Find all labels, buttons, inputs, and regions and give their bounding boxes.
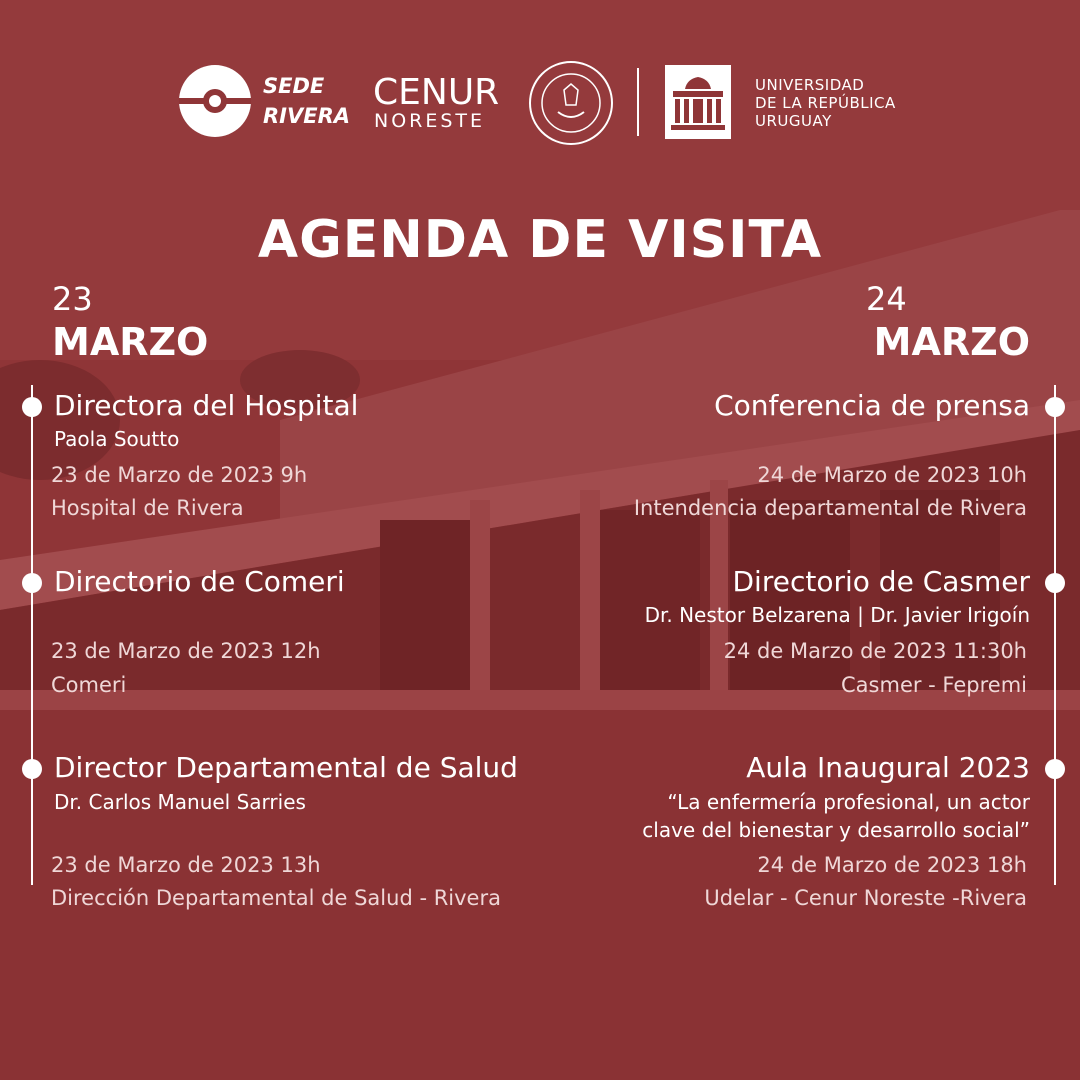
timeline-dot xyxy=(1045,397,1065,417)
event-subtitle: Paola Soutto xyxy=(54,427,180,451)
event-subtitle: Dr. Carlos Manuel Sarries xyxy=(54,790,306,814)
event-quote-line1: “La enfermería profesional, un actor xyxy=(667,790,1030,814)
day-right-number: 24 xyxy=(866,280,907,318)
event-datetime: 23 de Marzo de 2023 12h xyxy=(51,639,321,663)
event-datetime: 23 de Marzo de 2023 13h xyxy=(51,853,321,877)
day-right-month: MARZO xyxy=(873,320,1030,364)
event-title: Directorio de Casmer xyxy=(732,565,1030,598)
event-datetime: 23 de Marzo de 2023 9h xyxy=(51,463,308,487)
udelar-building-icon xyxy=(665,65,731,139)
event-place: Hospital de Rivera xyxy=(51,496,244,520)
event-title: Conferencia de prensa xyxy=(714,389,1030,422)
cenur-label: CENUR xyxy=(373,72,500,113)
event-datetime: 24 de Marzo de 2023 11:30h xyxy=(723,639,1027,663)
event-title: Director Departamental de Salud xyxy=(54,751,518,784)
event-title: Aula Inaugural 2023 xyxy=(746,751,1030,784)
timeline-right xyxy=(1054,385,1056,885)
event-place: Intendencia departamental de Rivera xyxy=(633,496,1027,520)
event-datetime: 24 de Marzo de 2023 10h xyxy=(757,463,1027,487)
day-left-number: 23 xyxy=(52,280,93,318)
event-place: Dirección Departamental de Salud - Rivera xyxy=(51,886,501,910)
page-title: AGENDA DE VISITA xyxy=(257,210,823,270)
udelar-label-line1: UNIVERSIDAD xyxy=(755,76,865,94)
timeline-dot xyxy=(1045,573,1065,593)
event-title: Directorio de Comeri xyxy=(54,565,345,598)
timeline-dot xyxy=(22,759,42,779)
event-place: Udelar - Cenur Noreste -Rivera xyxy=(704,886,1027,910)
timeline-dot xyxy=(22,397,42,417)
sede-rivera-logo-icon xyxy=(179,65,251,137)
event-datetime: 24 de Marzo de 2023 18h xyxy=(757,853,1027,877)
udelar-label-line2: DE LA REPÚBLICA xyxy=(755,94,896,112)
facultad-enfermeria-seal-icon xyxy=(528,60,614,146)
event-quote-line2: clave del bienestar y desarrollo social” xyxy=(642,818,1030,842)
event-place: Casmer - Fepremi xyxy=(841,673,1027,697)
timeline-dot xyxy=(1045,759,1065,779)
event-subtitle: Dr. Nestor Belzarena | Dr. Javier Irigoín xyxy=(644,603,1030,627)
rivera-label: RIVERA xyxy=(263,104,351,128)
timeline-left xyxy=(31,385,33,885)
udelar-label-line3: URUGUAY xyxy=(755,112,832,130)
sede-label: SEDE xyxy=(263,74,325,98)
timeline-dot xyxy=(22,573,42,593)
noreste-label: NORESTE xyxy=(374,110,486,132)
day-left-month: MARZO xyxy=(52,320,209,364)
event-title: Directora del Hospital xyxy=(54,389,359,422)
logo-bar xyxy=(175,60,905,145)
logo-divider xyxy=(637,68,639,136)
event-place: Comeri xyxy=(51,673,127,697)
